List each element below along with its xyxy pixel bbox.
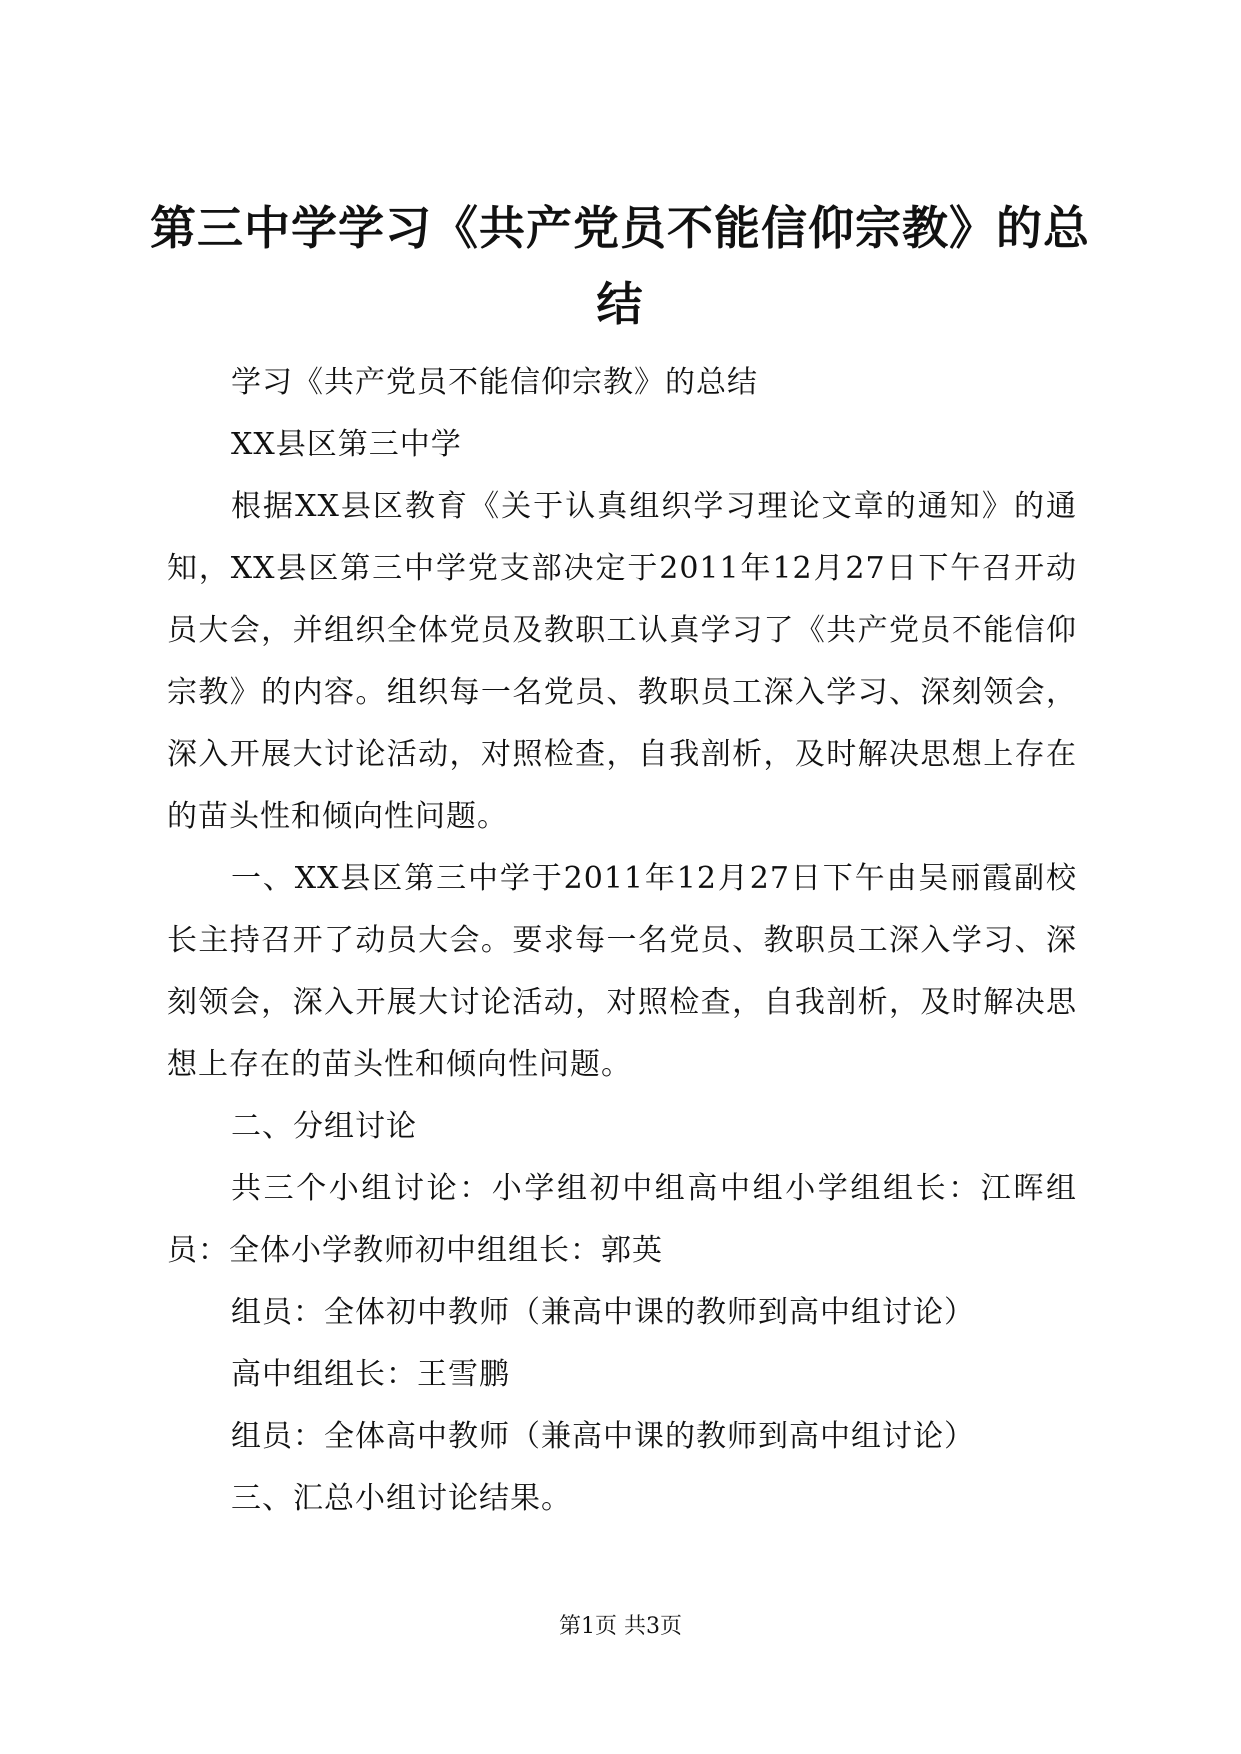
page-footer: 第1页 共3页 — [559, 1614, 682, 1639]
junior-members-paragraph: 组员：全体初中教师（兼高中课的教师到高中组讨论） — [231, 1295, 975, 1330]
senior-leader-paragraph: 高中组组长：王雪鹏 — [231, 1357, 510, 1392]
intro-paragraph: 根据XX县区教育《关于认真组织学习理论文章的通知》的通知，XX县区第三中学党支部决定于2011年12月27日下午召开动员大会，并组织全体党员及教职工认真学习了《共产党员不能信仰宗教》的内容。组织每一名党员、教职员工深入学习、深刻领会，深入开展大讨论活动，对照检查，自我剖析，及时解决思想上存在的苗头性和倾向性问题。 — [167, 489, 1077, 834]
groups-paragraph: 共三个小组讨论：小学组初中组高中组小学组组长：江晖组员：全体小学教师初中组组长：郭英 — [167, 1171, 1077, 1268]
subtitle-paragraph: 学习《共产党员不能信仰宗教》的总结 — [231, 365, 758, 400]
document-body — [167, 352, 1077, 1530]
section-one-paragraph: 一、XX县区第三中学于2011年12月27日下午由吴丽霞副校长主持召开了动员大会。要求每一名党员、教职员工深入学习、深刻领会，深入开展大讨论活动，对照检查，自我剖析，及时解决思想上存在的苗头性和倾向性问题。 — [167, 861, 1077, 1082]
document-title: 第三中学学习《共产党员不能信仰宗教》的总结 — [150, 201, 1090, 331]
section-two-heading: 二、分组讨论 — [231, 1109, 417, 1144]
senior-members-paragraph: 组员：全体高中教师（兼高中课的教师到高中组讨论） — [231, 1419, 975, 1454]
section-three-heading: 三、汇总小组讨论结果。 — [231, 1481, 572, 1516]
school-name-paragraph: XX县区第三中学 — [231, 427, 462, 462]
